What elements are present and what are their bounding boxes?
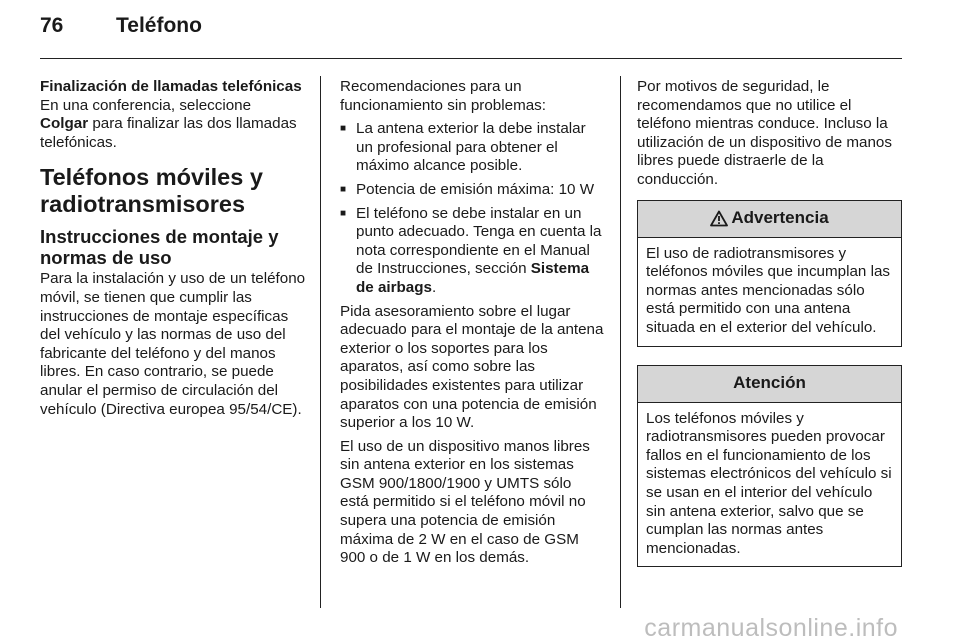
warning-triangle-icon	[710, 210, 728, 227]
list-item-end: .	[431, 278, 437, 296]
column-divider-1	[320, 76, 321, 608]
list-item: ■ Potencia de emisión máxima: 10 W	[340, 181, 604, 200]
warning-text: El uso de radiotransmisores y teléfonos móviles que incumplan las normas antes mencionadas sólo está permitido con una antena situada en el exterior del vehículo.	[646, 244, 890, 336]
recommendations-intro: Recomendaciones para un funcionamiento sin problemas:	[340, 78, 546, 114]
column-1	[40, 78, 308, 424]
list-item: ■ La antena exterior la debe instalar un profesional para obtener el máximo alcance posible.	[340, 120, 604, 176]
warning-title: Advertencia	[731, 208, 829, 228]
watermark: carmanualsonline.info	[644, 614, 898, 642]
warning-header	[638, 201, 901, 238]
caution-text: Los teléfonos móviles y radiotransmisores pueden provocar fallos en el funcionamiento de los sistemas electrónicos del vehículo si se usan en el interior del vehículo sin antena exterior, salvo que se cumplan las normas antes mencionadas.	[646, 409, 892, 557]
handsfree-paragraph: El uso de un dispositivo manos libres sin antena exterior en los sistemas GSM 900/1800/1900 y UMTS sólo está permitido si el teléfono móvil no supera una potencia de emisión máxima de 2 W en el caso de GSM 900 o de 1 W en los demás.	[340, 437, 590, 567]
warning-box	[637, 200, 902, 347]
call-end-text-a: En una conferencia, seleccione	[40, 96, 252, 114]
column-2	[340, 78, 604, 573]
hangup-keyword: Colgar	[40, 115, 89, 133]
airbag-section-ref: Sistema de airbags	[356, 260, 590, 296]
page-number: 76	[40, 14, 64, 37]
caution-box	[637, 365, 902, 568]
call-end-paragraph	[40, 78, 308, 152]
column-divider-2	[620, 76, 621, 608]
call-end-heading: Finalización de llamadas telefónicas	[40, 78, 302, 95]
column-3	[637, 78, 902, 567]
call-end-text-b: para finalizar las dos llamadas telefónicas.	[40, 115, 297, 151]
antenna-advice-paragraph: Pida asesoramiento sobre el lugar adecuado para el montaje de la antena exterior o los soportes para los aparatos, así como sobre las posibilidades existentes para utilizar aparatos con una potencia de emisión superior a los 10 W.	[340, 302, 604, 432]
installation-paragraph: Para la instalación y uso de un teléfono móvil, se tienen que cumplir las instrucciones de montaje específicas del vehículo y las normas de uso del fabricante del teléfono y del manos libres. En caso contrario, se puede anular el permiso de circulación del vehículo (Directiva europea 95/54/CE).	[40, 270, 306, 418]
section-heading: Teléfonos móviles y radiotransmisores	[40, 164, 263, 218]
header-rule	[40, 58, 902, 59]
safety-paragraph: Por motivos de seguridad, le recomendamos que no utilice el teléfono mientras conduce. Incluso la utilización de un dispositivo de manos libres puede distraerle de la conducción.	[637, 78, 892, 188]
caution-title: Atención	[733, 373, 806, 393]
caution-header	[638, 366, 901, 403]
list-item	[340, 205, 604, 298]
page-title: Teléfono	[116, 14, 202, 37]
subsection-heading: Instrucciones de montaje y normas de uso	[40, 226, 279, 269]
list-item-text: El teléfono se debe instalar en un punto adecuado. Tenga en cuenta la nota correspondiente en el Manual de Instrucciones, sección	[356, 204, 602, 278]
recommendations-list	[340, 120, 604, 297]
page-header	[40, 14, 202, 38]
